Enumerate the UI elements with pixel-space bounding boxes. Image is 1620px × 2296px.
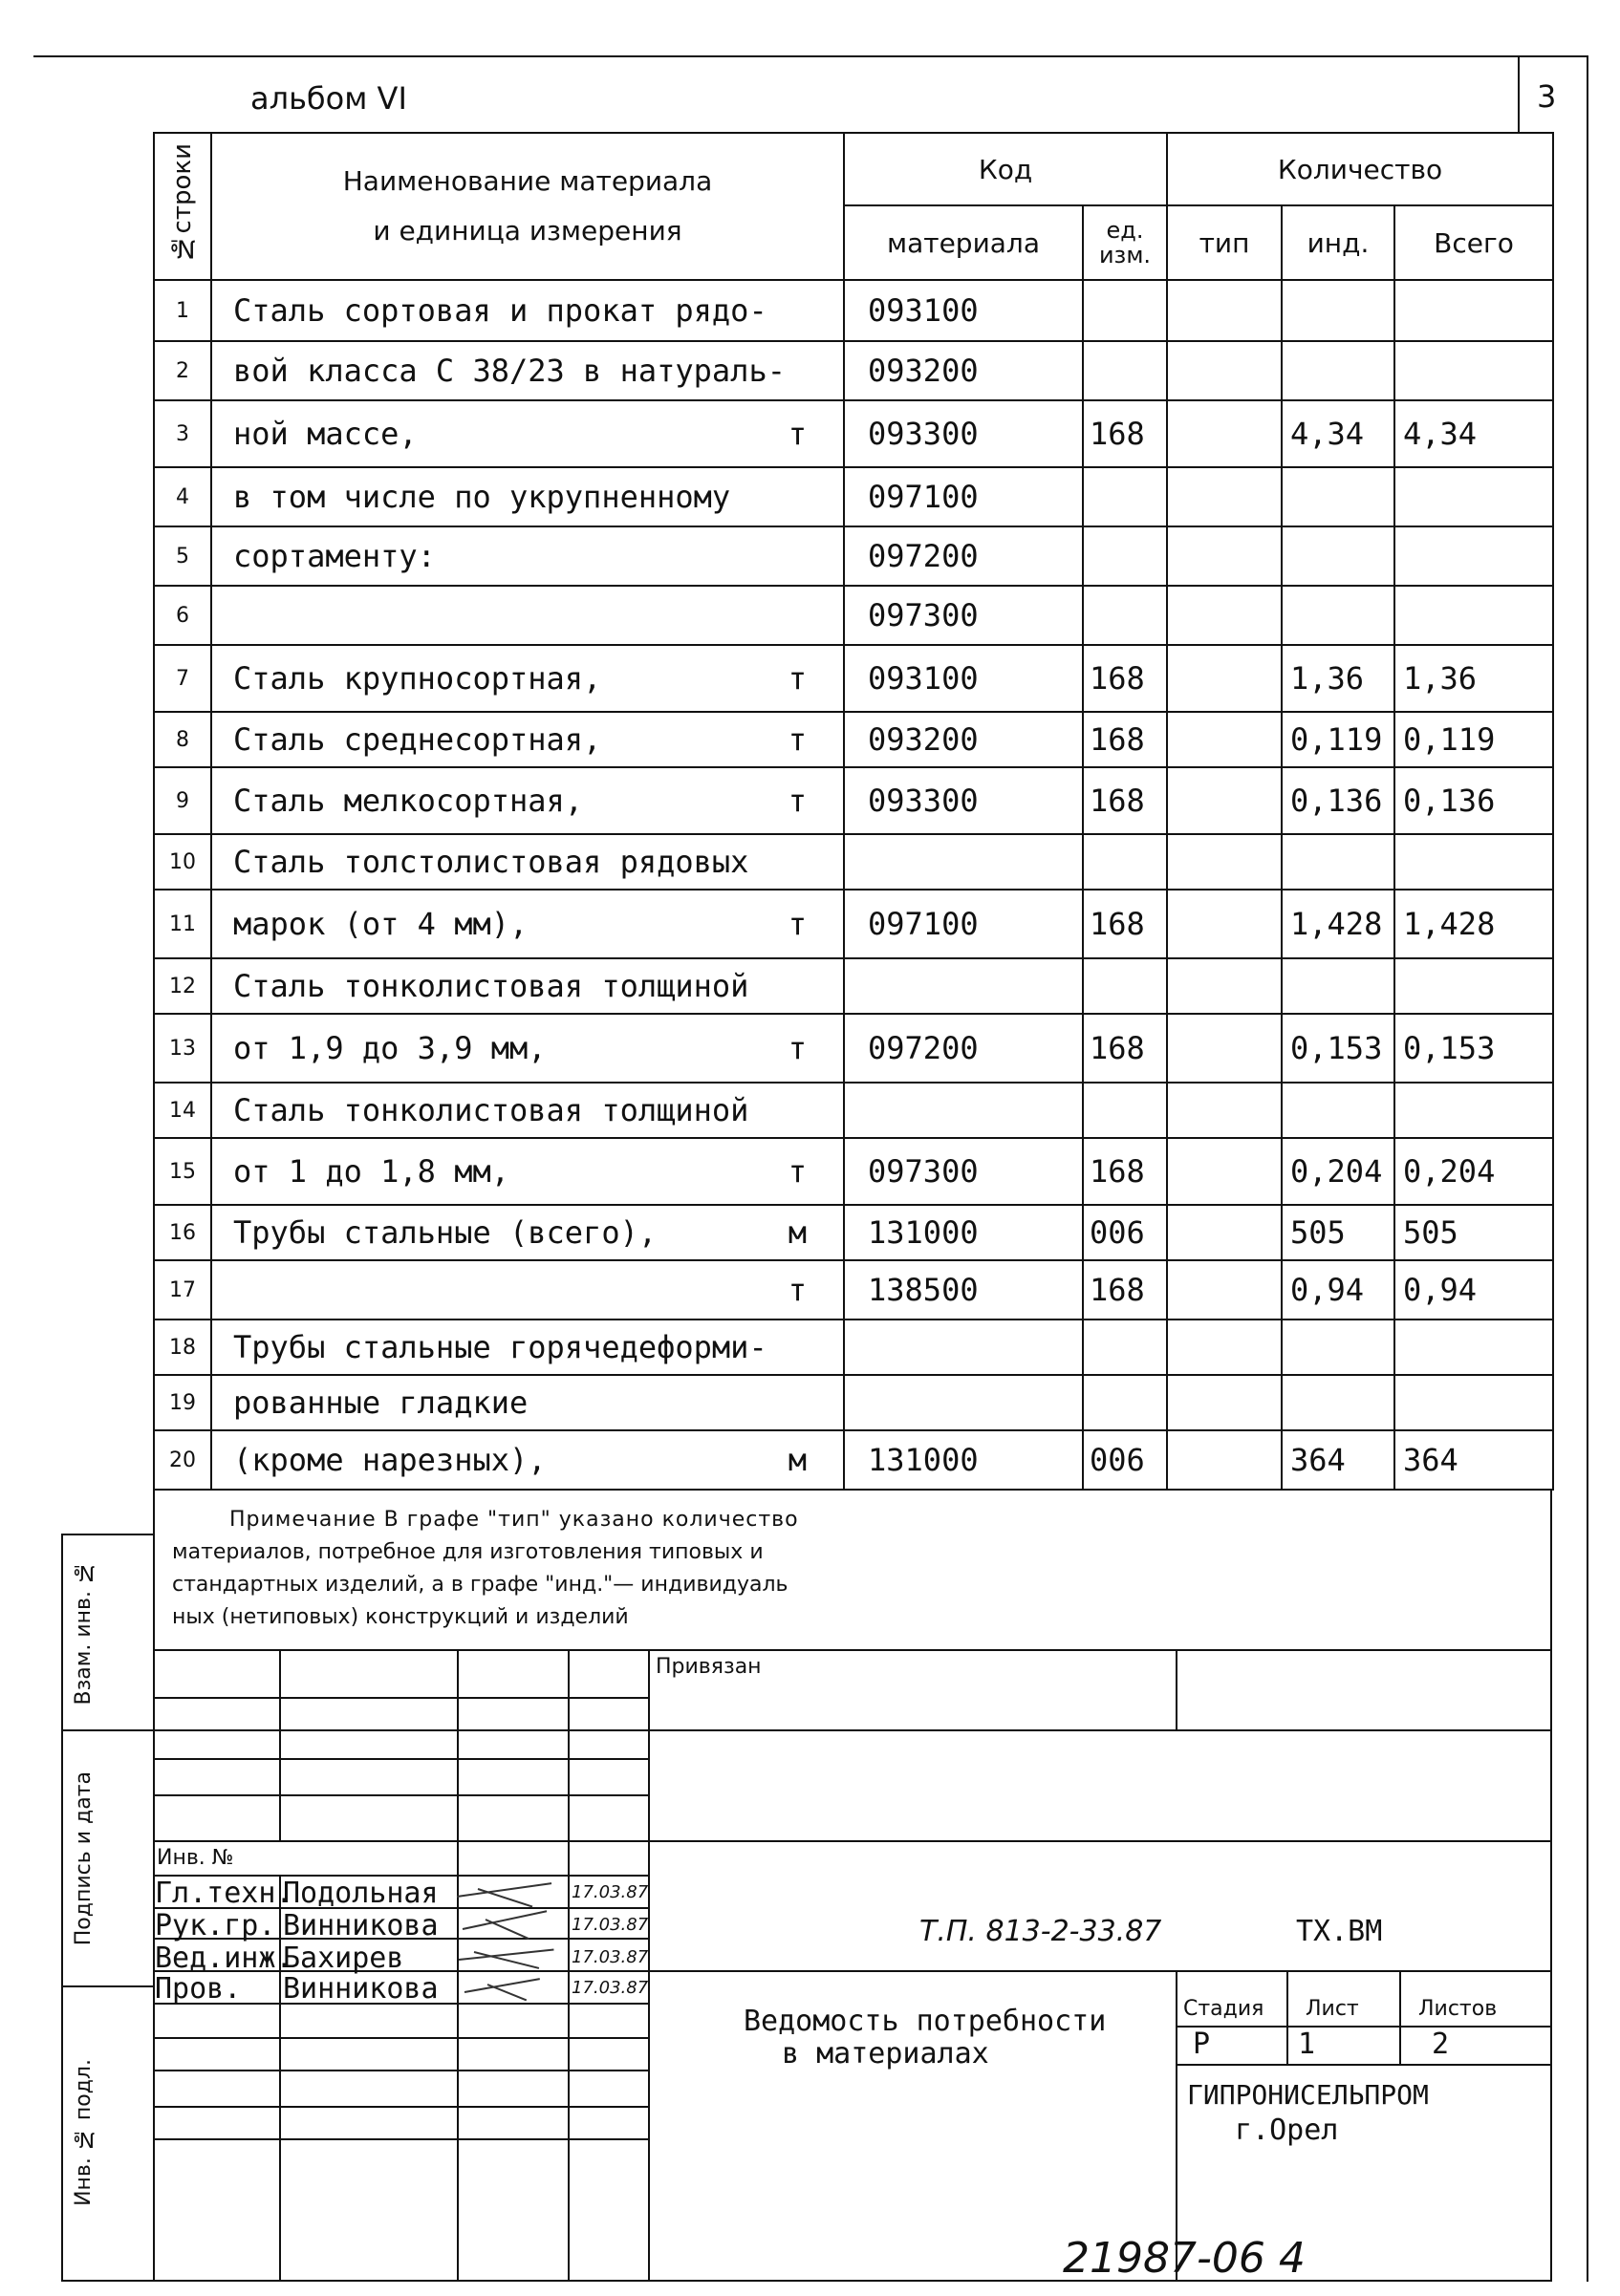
materials-table [153,132,1554,1491]
qty-total-cell [1394,526,1553,586]
tb-line-a [153,1697,650,1699]
material-name-text: Сталь крупносортная, [233,660,602,697]
org-city: г.Орел [1235,2114,1339,2147]
unit-code-cell [1083,1320,1167,1375]
qty-type-cell [1167,1375,1282,1430]
inv-podl-label: Инв. № подл. [71,2059,96,2206]
org-name: ГИПРОНИСЕЛЬПРОМ [1187,2079,1429,2111]
material-code-cell: 093300 [844,767,1083,834]
qty-type-cell [1167,1260,1282,1320]
material-code-cell: 131000 [844,1205,1083,1260]
tb-vline-1a [279,1649,281,1840]
signer-name-3: Бахирев [283,1942,404,1975]
tb-line-bottom [153,2280,1552,2282]
qty-type-cell [1167,958,1282,1014]
unit-code-cell: 168 [1083,400,1167,467]
unit-text: т [788,660,807,697]
material-code-cell: 097300 [844,586,1083,645]
unit-code-cell: 168 [1083,1138,1167,1205]
row-number-cell: 1 [154,280,211,341]
tb-line-m [153,2106,650,2108]
material-name-text: Сталь толстолистовая рядовых [233,844,749,880]
qty-total-cell [1394,834,1553,890]
material-code-cell: 093200 [844,712,1083,767]
material-name-cell [211,645,844,712]
material-name-text: от 1,9 до 3,9 мм, [233,1030,547,1066]
material-code-cell [844,1320,1083,1375]
doc-title-line-1: Ведомость потребности [744,2005,1107,2038]
doc-title-line-2: в материалах [782,2037,989,2071]
unit-code-cell: 168 [1083,767,1167,834]
qty-ind-cell [1282,467,1394,526]
material-name-cell [211,1014,844,1083]
signer-role-4: Пров. [155,1972,242,2006]
tb-line-d [153,1794,650,1796]
unit-code-cell [1083,1083,1167,1138]
material-name-text: ной массе, [233,416,418,452]
unit-code-cell [1083,834,1167,890]
material-name-text: Сталь среднесортная, [233,721,602,758]
material-name-cell [211,1083,844,1138]
tb-vline-4 [648,1649,650,2280]
table-row [154,526,1553,586]
col-code-unit-header [1083,205,1167,280]
material-code-cell: 097200 [844,526,1083,586]
qty-ind-cell [1282,280,1394,341]
signer-date-2: 17.03.87 [572,1915,649,1935]
margin-top-line [61,1534,153,1535]
material-name-text: вой класса С 38/23 в натураль- [233,353,786,389]
material-name-cell [211,890,844,958]
unit-code-cell [1083,586,1167,645]
material-name-text: рованные гладкие [233,1384,529,1421]
qty-total-cell [1394,341,1553,400]
qty-total-cell: 4,34 [1394,400,1553,467]
qty-total-cell: 0,136 [1394,767,1553,834]
right-frame-line [1550,1489,1552,2282]
qty-total-cell [1394,1320,1553,1375]
tb-stage-value-line [1176,2064,1552,2066]
material-code-cell [844,834,1083,890]
table-row [154,890,1553,958]
unit-code-cell [1083,526,1167,586]
qty-type-cell [1167,467,1282,526]
qty-type-cell [1167,1014,1282,1083]
qty-total-cell [1394,586,1553,645]
row-number-cell: 13 [154,1014,211,1083]
signer-name-2: Винникова [283,1909,439,1942]
qty-type-cell [1167,341,1282,400]
material-code-cell: 097100 [844,467,1083,526]
material-name-text: марок (от 4 мм), [233,906,529,942]
col-row-number-header [154,133,211,280]
col-qty-type-header: тип [1167,205,1282,280]
qty-total-cell [1394,1083,1553,1138]
unit-text: м [788,1214,807,1251]
material-name-text: Сталь тонколистовая толщиной [233,968,749,1004]
tb-line-n [153,2138,650,2140]
col-quantity-header: Количество [1167,133,1553,205]
qty-total-cell: 0,153 [1394,1014,1553,1083]
unit-text: т [788,906,807,942]
row-number-cell: 8 [154,712,211,767]
unit-header-label: ед. изм. [1098,217,1152,268]
row-number-cell: 18 [154,1320,211,1375]
signer-date-1: 17.03.87 [572,1882,649,1902]
col-name-header [211,133,844,280]
inv-no-label: Инв. № [157,1846,234,1870]
qty-type-cell [1167,834,1282,890]
table-row [154,1205,1553,1260]
margin-bottom-line [61,2280,153,2282]
material-name-text: Трубы стальные горячедеформи- [233,1329,767,1365]
col-qty-ind-header: инд. [1282,205,1394,280]
tb-line-b [153,1729,1552,1731]
archive-stamp: 21987-06 4 [1063,2234,1306,2283]
material-code-cell: 097200 [844,1014,1083,1083]
name-header-line2: и единица измерения [373,215,682,247]
material-name-text: Сталь тонколистовая толщиной [233,1092,749,1128]
unit-text: т [788,1030,807,1066]
signer-date-3: 17.03.87 [572,1947,649,1967]
material-name-text: от 1 до 1,8 мм, [233,1153,509,1190]
material-name-cell [211,341,844,400]
unit-code-cell: 006 [1083,1430,1167,1490]
material-name-cell [211,712,844,767]
qty-ind-cell: 0,119 [1282,712,1394,767]
col-code-header: Код [844,133,1167,205]
material-name-cell [211,586,844,645]
qty-type-cell [1167,1138,1282,1205]
qty-type-cell [1167,890,1282,958]
tb-line-top [153,1649,1552,1651]
material-name-cell [211,1430,844,1490]
unit-code-cell [1083,467,1167,526]
row-number-cell: 20 [154,1430,211,1490]
material-name-text: (кроме нарезных), [233,1442,547,1478]
material-code-cell: 093200 [844,341,1083,400]
qty-type-cell [1167,586,1282,645]
unit-text: т [788,1272,807,1308]
table-row [154,1320,1553,1375]
row-number-cell: 9 [154,767,211,834]
material-name-cell [211,1260,844,1320]
table-row [154,1138,1553,1205]
table-row [154,834,1553,890]
unit-code-cell: 168 [1083,890,1167,958]
unit-code-cell [1083,341,1167,400]
table-row [154,1014,1553,1083]
tb-line-l [153,2070,650,2071]
material-name-cell [211,467,844,526]
material-name-cell [211,280,844,341]
table-row [154,1083,1553,1138]
qty-type-cell [1167,1205,1282,1260]
tb-line-e [153,1840,1552,1842]
qty-ind-cell: 364 [1282,1430,1394,1490]
row-number-cell: 4 [154,467,211,526]
qty-type-cell [1167,526,1282,586]
material-code-cell [844,1375,1083,1430]
note-line-4: ных (нетиповых) конструкций и изделий [172,1605,629,1629]
doc-code: ТХ.ВМ [1296,1915,1383,1948]
row-number-cell: 15 [154,1138,211,1205]
row-number-cell: 2 [154,341,211,400]
note-line-3: стандартных изделий, а в графе "инд."— индивидуаль [172,1573,788,1597]
table-row [154,341,1553,400]
material-name-cell [211,1320,844,1375]
qty-total-cell: 0,204 [1394,1138,1553,1205]
material-name-cell [211,1375,844,1430]
qty-ind-cell [1282,1320,1394,1375]
tb-vline-2 [457,1649,459,2280]
project-code: Т.П. 813-2-33.87 [919,1915,1162,1948]
tb-vline-sheet [1286,1970,1288,2064]
stage-label: Стадия [1183,1997,1264,2021]
row-number-cell: 17 [154,1260,211,1320]
material-name-cell [211,767,844,834]
vzam-inv-label: Взам. инв. № [71,1560,96,1706]
material-code-cell [844,958,1083,1014]
signer-date-4: 17.03.87 [572,1978,649,1998]
material-name-text: в том числе по укрупненному [233,479,731,515]
qty-total-cell: 0,119 [1394,712,1553,767]
qty-type-cell [1167,767,1282,834]
signer-role-1: Гл.техн. [155,1877,293,1910]
material-code-cell: 131000 [844,1430,1083,1490]
tb-stage-header-line [1176,2026,1552,2028]
row-number-cell: 6 [154,586,211,645]
qty-type-cell [1167,1430,1282,1490]
note-line-2: материалов, потребное для изготовления типовых и [172,1540,764,1564]
qty-ind-cell [1282,1083,1394,1138]
sheets-value: 2 [1432,2028,1450,2061]
unit-code-cell: 168 [1083,712,1167,767]
unit-code-cell [1083,1375,1167,1430]
table-row [154,467,1553,526]
podpis-label: Подпись и дата [71,1770,96,1946]
table-row [154,1375,1553,1430]
material-code-cell: 093100 [844,280,1083,341]
tb-vline-privyazan [1176,1649,1177,1729]
unit-text: т [788,1153,807,1190]
inv-podl-label-box [67,1989,99,2276]
qty-ind-cell: 1,36 [1282,645,1394,712]
row-number-cell: 14 [154,1083,211,1138]
table-row [154,645,1553,712]
table-row [154,1260,1553,1320]
margin-outer-line [61,1534,63,2282]
material-name-text: Сталь сортовая и прокат рядо- [233,292,767,329]
table-row [154,280,1553,341]
material-name-text: Трубы стальные (всего), [233,1214,658,1251]
signer-role-3: Вед.инж. [155,1942,293,1975]
unit-text: т [788,721,807,758]
row-number-cell: 19 [154,1375,211,1430]
qty-ind-cell: 4,34 [1282,400,1394,467]
sheet-value: 1 [1298,2028,1316,2061]
qty-type-cell [1167,645,1282,712]
table-row [154,586,1553,645]
qty-ind-cell: 0,94 [1282,1260,1394,1320]
qty-ind-cell: 0,153 [1282,1014,1394,1083]
row-number-cell: 3 [154,400,211,467]
qty-total-cell: 0,94 [1394,1260,1553,1320]
note-line-1: Примечание В графе "тип" указано количество [229,1508,799,1532]
row-number-cell: 12 [154,958,211,1014]
row-number-header-label: №строки [168,143,197,263]
unit-code-cell [1083,280,1167,341]
tb-vline-3 [568,1649,570,2280]
row-number-cell: 10 [154,834,211,890]
material-code-cell: 097300 [844,1138,1083,1205]
unit-code-cell: 168 [1083,645,1167,712]
col-qty-total-header: Всего [1394,205,1553,280]
materials-table-body [154,280,1553,1490]
qty-ind-cell [1282,958,1394,1014]
row-number-cell: 5 [154,526,211,586]
qty-type-cell [1167,1083,1282,1138]
signer-role-2: Рук.гр. [155,1909,276,1942]
sheet-number-divider [1518,55,1520,132]
qty-total-cell: 1,428 [1394,890,1553,958]
material-name-cell [211,400,844,467]
qty-ind-cell: 1,428 [1282,890,1394,958]
unit-text: т [788,416,807,452]
qty-type-cell [1167,712,1282,767]
row-number-cell: 16 [154,1205,211,1260]
qty-type-cell [1167,400,1282,467]
material-name-cell [211,526,844,586]
material-name-cell [211,958,844,1014]
qty-total-cell [1394,467,1553,526]
qty-ind-cell [1282,586,1394,645]
material-code-cell: 093100 [844,645,1083,712]
margin-divider-1 [61,1729,153,1731]
table-row [154,712,1553,767]
qty-ind-cell: 0,136 [1282,767,1394,834]
stage-value: Р [1193,2028,1211,2061]
material-name-text: Сталь мелкосортная, [233,783,584,819]
table-row [154,400,1553,467]
qty-total-cell [1394,280,1553,341]
material-name-cell [211,1138,844,1205]
row-number-cell: 11 [154,890,211,958]
qty-type-cell [1167,1320,1282,1375]
material-code-cell: 097100 [844,890,1083,958]
unit-code-cell [1083,958,1167,1014]
material-code-cell [844,1083,1083,1138]
qty-total-cell: 364 [1394,1430,1553,1490]
qty-total-cell [1394,958,1553,1014]
sheet-number: 3 [1537,78,1557,115]
unit-code-cell: 006 [1083,1205,1167,1260]
material-name-cell [211,834,844,890]
tb-line-c [153,1758,650,1760]
qty-ind-cell [1282,526,1394,586]
material-code-cell: 138500 [844,1260,1083,1320]
tb-vline-1b [279,1875,281,2280]
vzam-inv-label-box [67,1538,99,1727]
table-row [154,958,1553,1014]
margin-divider-2 [61,1985,153,1987]
material-code-cell: 093300 [844,400,1083,467]
table-row [154,767,1553,834]
qty-ind-cell: 0,204 [1282,1138,1394,1205]
unit-code-cell: 168 [1083,1014,1167,1083]
signer-name-1: Подольная [283,1877,439,1910]
qty-ind-cell [1282,341,1394,400]
privyazan-label: Привязан [656,1655,762,1679]
sheets-label: Листов [1418,1997,1498,2021]
unit-code-cell: 168 [1083,1260,1167,1320]
qty-type-cell [1167,280,1282,341]
qty-ind-cell: 505 [1282,1205,1394,1260]
qty-ind-cell [1282,834,1394,890]
right-header-edge [1587,55,1588,132]
signer-name-4: Винникова [283,1972,439,2006]
unit-text: м [788,1442,807,1478]
qty-ind-cell [1282,1375,1394,1430]
sheet-label: Лист [1306,1997,1359,2021]
album-label: альбом VI [250,80,407,117]
table-row [154,1430,1553,1490]
tb-vline-sheets [1399,1970,1401,2064]
name-header-line1: Наименование материала [342,165,713,197]
row-number-cell: 7 [154,645,211,712]
col-code-material-header: материала [844,205,1083,280]
qty-total-cell [1394,1375,1553,1430]
material-name-cell [211,1205,844,1260]
podpis-label-box [67,1734,99,1983]
qty-total-cell: 1,36 [1394,645,1553,712]
right-page-edge [1587,132,1588,2282]
qty-total-cell: 505 [1394,1205,1553,1260]
tb-line-k [153,2037,650,2039]
material-name-text: сортаменту: [233,538,436,574]
top-border-line [33,55,1587,57]
unit-text: т [788,783,807,819]
